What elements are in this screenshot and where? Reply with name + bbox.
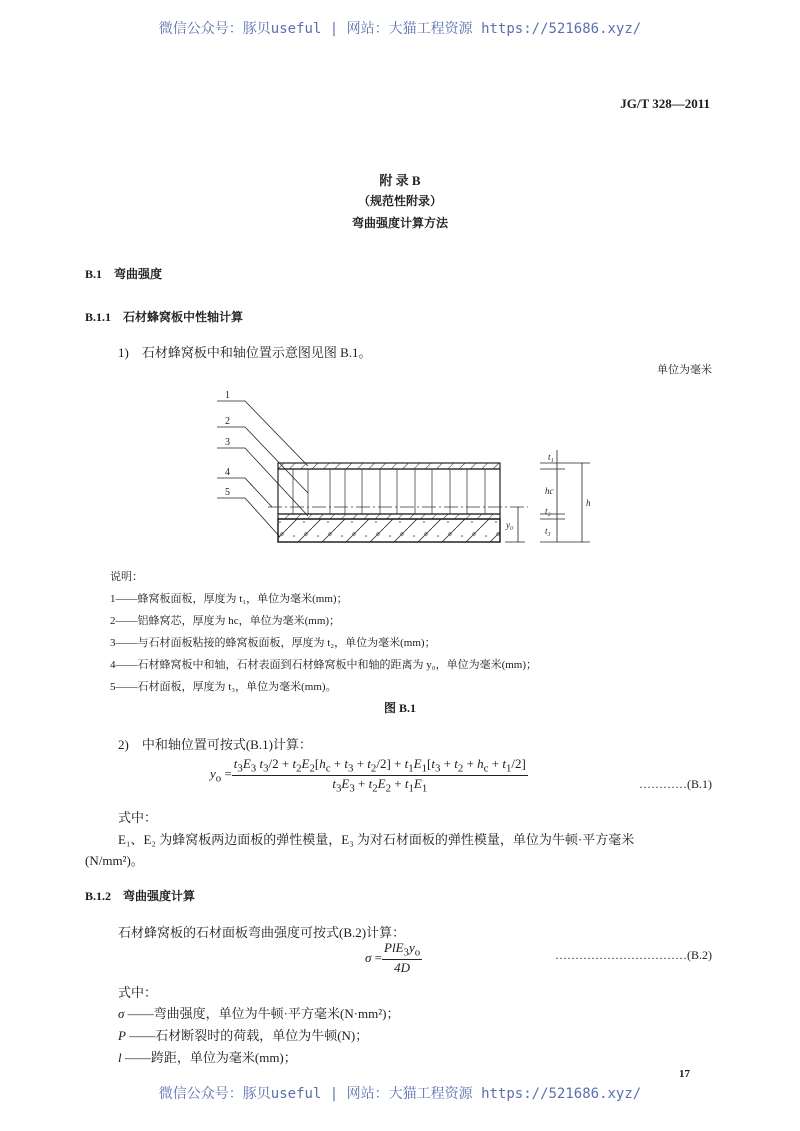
legend-item-5: 5——石材面板，厚度为 t₃，单位为毫米(mm)。 xyxy=(110,681,337,693)
legend-item-2: 2——铝蜂窝芯，厚度为 hc，单位为毫米(mm)； xyxy=(110,615,341,627)
where-label-1: 式中： xyxy=(118,810,158,825)
section-b11-heading: B.1.1 石材蜂窝板中性轴计算 xyxy=(85,310,244,324)
equation-b1-tag: …………(B.1) xyxy=(639,777,712,791)
legend-item-1: 1——蜂窝板面板，厚度为 t₁，单位为毫米(mm)； xyxy=(110,593,348,605)
dim-y0: y₀ xyxy=(506,520,514,530)
where-item-l xyxy=(118,1047,297,1066)
equation-b1: $y_o$ = $\frac{t_3E_3 t_3/2 + t_2E_2[h_c + t_3 + t_2/2] + t_1E_1[t_3 + t_2 + h_c + t_1/2]}{t_3E_3 + t_2E_2 + t_1E_1}$ xyxy=(210,756,526,795)
dim-h: h xyxy=(586,498,591,508)
watermark-bottom: 微信公众号：豚贝useful | 网站：大猫工程资源 https://521686.xyz/ xyxy=(158,1086,642,1102)
dim-t1: t₁ xyxy=(548,452,554,462)
figure-caption: 图 B.1 xyxy=(383,701,416,715)
legend-item-3: 3——与石材面板粘接的蜂窝板面板，厚度为 t₂，单位为毫米(mm)； xyxy=(110,637,436,649)
legend-title: 说明： xyxy=(110,571,143,583)
stone-panel xyxy=(278,519,500,542)
symbol: σ xyxy=(118,1006,125,1021)
equation-b2: σ = $\frac{PlE_3y_o}{4D}$ xyxy=(365,940,421,975)
definition: ——跨距，单位为毫米(mm)； xyxy=(124,1050,297,1065)
symbol: P xyxy=(118,1028,126,1043)
step-1-text: 1) 石材蜂窝板中和轴位置示意图见图 B.1。 xyxy=(118,345,372,360)
figure-label-1: 1 xyxy=(225,390,230,401)
watermark-top: 微信公众号：豚贝useful | 网站：大猫工程资源 https://521686.xyz/ xyxy=(158,21,642,37)
symbol: l xyxy=(118,1050,122,1065)
figure-label-5: 5 xyxy=(225,487,230,498)
where-text-1: E₁、E₂ 为蜂窝板两边面板的弹性模量，E₃ 为对石材面板的弹性模量，单位为牛顿·平方毫米 xyxy=(118,832,635,847)
unit-note: 单位为毫米 xyxy=(657,364,712,376)
definition: ——石材断裂时的荷载，单位为牛顿(N)； xyxy=(129,1028,369,1043)
where-label-2: 式中： xyxy=(118,985,158,1000)
figure-label-2: 2 xyxy=(225,416,230,427)
appendix-title: 附 录 B xyxy=(379,173,421,188)
dim-t2: t₂ xyxy=(545,506,551,516)
definition: ——弯曲强度，单位为牛顿·平方毫米(N·mm²)； xyxy=(127,1006,400,1021)
where-item-sigma xyxy=(118,1003,400,1022)
standard-code: JG/T 328—2011 xyxy=(620,96,710,111)
where-item-p xyxy=(118,1025,368,1044)
figure-label-4: 4 xyxy=(225,467,230,478)
appendix-type: （规范性附录） xyxy=(357,194,442,208)
step-2-text: 2) 中和轴位置可按式(B.1)计算： xyxy=(118,737,312,752)
page-number: 17 xyxy=(679,1068,690,1080)
top-face-plate xyxy=(278,463,500,469)
dim-t3: t₃ xyxy=(545,526,551,536)
equation-b2-tag: ……………………………(B.2) xyxy=(555,948,712,962)
dim-hc: hc xyxy=(545,486,554,496)
b12-text: 石材蜂窝板的石材面板弯曲强度可按式(B.2)计算： xyxy=(118,925,406,940)
figure-label-3: 3 xyxy=(225,437,230,448)
legend-item-4: 4——石材蜂窝板中和轴，石材表面到石材蜂窝板中和轴的距离为 y₀，单位为毫米(mm)； xyxy=(110,659,538,671)
section-b1-heading: B.1 弯曲强度 xyxy=(85,267,163,281)
where-unit-1: (N/mm²)。 xyxy=(85,853,144,868)
section-b12-heading: B.1.2 弯曲强度计算 xyxy=(85,889,196,903)
appendix-name: 弯曲强度计算方法 xyxy=(351,216,448,230)
